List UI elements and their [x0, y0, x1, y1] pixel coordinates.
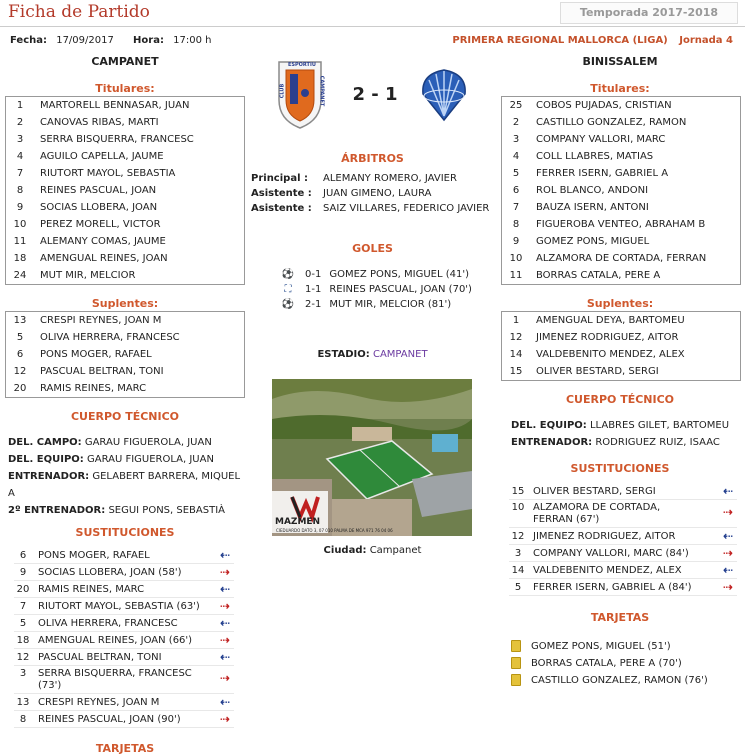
- sub-number: 5: [19, 618, 27, 629]
- sub-number: 6: [19, 550, 27, 561]
- arrow-in-icon: ⇠: [219, 582, 230, 596]
- player-number: 10: [13, 219, 27, 230]
- player-name[interactable]: FERRER ISERN, GABRIEL A: [536, 168, 669, 179]
- sub-player[interactable]: RIUTORT MAYOL, SEBASTIA (63'): [38, 601, 200, 612]
- staff-row: [8, 468, 244, 502]
- player-number: 12: [509, 332, 523, 343]
- sub-number: 8: [19, 714, 27, 725]
- substitution-row[interactable]: [503, 528, 737, 545]
- player-number: 11: [13, 236, 27, 247]
- sub-player[interactable]: PASCUAL BELTRAN, TONI: [38, 652, 162, 663]
- player-name[interactable]: BAUZA ISERN, ANTONI: [536, 202, 649, 213]
- photo-brand: MAZMEN: [275, 517, 321, 527]
- player-row[interactable]: [502, 329, 740, 346]
- player-number: 12: [13, 366, 27, 377]
- player-row[interactable]: [502, 346, 740, 363]
- player-number: 4: [512, 151, 520, 162]
- home-suplentes-heading: Suplentes:: [91, 297, 159, 310]
- player-row[interactable]: [502, 363, 740, 380]
- arrow-in-icon: ⇠: [722, 529, 733, 543]
- goal-score: 1-1: [305, 284, 322, 295]
- staff-name: GARAU FIGUEROLA, JUAN: [84, 437, 212, 448]
- player-name[interactable]: ROL BLANCO, ANDONI: [536, 185, 649, 196]
- home-team-badge[interactable]: [276, 60, 324, 130]
- sub-player[interactable]: ALZAMORA DE CORTADA, FERRAN (67'): [533, 502, 661, 525]
- home-subs-heading: SUSTITUCIONES: [75, 526, 175, 539]
- arrow-out-icon: ⇢: [219, 599, 230, 613]
- sub-player[interactable]: SOCIAS LLOBERA, JOAN (58'): [38, 567, 182, 578]
- city-label: Ciudad:: [323, 545, 367, 556]
- player-name[interactable]: BORRAS CATALA, PERE A: [536, 270, 661, 281]
- player-row[interactable]: [502, 267, 740, 284]
- card-row: [511, 655, 737, 672]
- player-name[interactable]: CANOVAS RIBAS, MARTI: [40, 117, 159, 128]
- goal-row: [281, 267, 495, 282]
- arrow-in-icon: ⇠: [219, 548, 230, 562]
- stadium-link[interactable]: CAMPANET: [372, 349, 428, 360]
- home-suplentes-list: [5, 311, 245, 398]
- player-number: 14: [509, 349, 523, 360]
- arrow-in-icon: ⇠: [722, 484, 733, 498]
- ball-icon: ⚽: [281, 269, 295, 280]
- substitution-row[interactable]: [503, 562, 737, 579]
- player-name[interactable]: OLIVER BESTARD, SERGI: [536, 366, 659, 377]
- referee-row: [251, 186, 497, 201]
- player-number: 24: [13, 270, 27, 281]
- away-staff-list: [511, 417, 741, 451]
- stadium-aerial-image: [272, 379, 472, 536]
- player-number: 7: [512, 202, 520, 213]
- goals-heading: GOLES: [352, 242, 393, 255]
- player-name[interactable]: VALDEBENITO MENDEZ, ALEX: [536, 349, 685, 360]
- city-value: Campanet: [369, 545, 422, 556]
- sub-player[interactable]: REINES PASCUAL, JOAN (90'): [38, 714, 181, 725]
- arrow-in-icon: ⇠: [722, 563, 733, 577]
- staff-row: [8, 434, 244, 451]
- time-label: Hora:: [133, 35, 164, 46]
- home-team-name: CAMPANET: [91, 55, 159, 68]
- stadium-label: ESTADIO:: [317, 349, 370, 360]
- player-name[interactable]: SOCIAS LLOBERA, JOAN: [40, 202, 158, 213]
- staff-row: [8, 451, 244, 468]
- staff-row: [8, 502, 244, 519]
- substitution-row[interactable]: [8, 632, 234, 649]
- player-name[interactable]: PONS MOGER, RAFAEL: [40, 349, 152, 360]
- substitution-row[interactable]: [8, 711, 234, 728]
- home-titulares-heading: Titulares:: [95, 82, 155, 95]
- staff-role: ENTRENADOR:: [8, 471, 90, 482]
- goal-row: [281, 282, 495, 297]
- referees-heading: ÁRBITROS: [341, 152, 404, 165]
- card-player[interactable]: BORRAS CATALA, PERE A (70'): [531, 658, 682, 669]
- player-number: 6: [512, 185, 520, 196]
- home-titulares-list: [5, 96, 245, 285]
- player-row[interactable]: [502, 148, 740, 165]
- arrow-out-icon: ⇢: [722, 505, 733, 519]
- stadium-info: [250, 349, 495, 360]
- player-number: 8: [512, 219, 520, 230]
- competition-link[interactable]: PRIMERA REGIONAL MALLORCA (LIGA): [452, 35, 668, 46]
- sub-number: 9: [19, 567, 27, 578]
- referee-role: Principal :: [251, 173, 308, 184]
- player-row[interactable]: [6, 216, 244, 233]
- player-row[interactable]: [6, 114, 244, 131]
- staff-role: DEL. CAMPO:: [8, 437, 82, 448]
- player-name[interactable]: AMENGUAL REINES, JOAN: [40, 253, 168, 264]
- away-suplentes-list: [501, 311, 741, 381]
- player-row[interactable]: [502, 165, 740, 182]
- sub-player[interactable]: PONS MOGER, RAFAEL: [38, 550, 150, 561]
- player-number: 13: [13, 315, 27, 326]
- player-number: 9: [512, 236, 520, 247]
- player-name[interactable]: RAMIS REINES, MARC: [40, 383, 147, 394]
- player-number: 9: [16, 202, 24, 213]
- player-row[interactable]: [6, 312, 244, 329]
- player-number: 2: [512, 117, 520, 128]
- photo-caption: CIEDUARDO DATO 3, 07 010 PALMA DE MCA 971 76 04 06: [276, 528, 393, 533]
- home-badge-right: CAMPANET: [318, 75, 325, 107]
- sub-player[interactable]: JIMENEZ RODRIGUEZ, AITOR: [533, 531, 676, 542]
- player-row[interactable]: [502, 250, 740, 267]
- away-cards-list: [511, 638, 737, 689]
- staff-role: DEL. EQUIPO:: [8, 454, 84, 465]
- player-number: 18: [13, 253, 27, 264]
- player-name[interactable]: RIUTORT MAYOL, SEBASTIA: [40, 168, 176, 179]
- player-number: 25: [509, 100, 523, 111]
- player-name[interactable]: PASCUAL BELTRAN, TONI: [40, 366, 164, 377]
- card-row: [511, 672, 737, 689]
- player-row[interactable]: [6, 199, 244, 216]
- penalty-goal-icon: ⛶: [284, 284, 292, 295]
- player-name[interactable]: ALEMANY COMAS, JAUME: [40, 236, 166, 247]
- player-name[interactable]: MUT MIR, MELCIOR: [40, 270, 136, 281]
- sub-player[interactable]: OLIVER BESTARD, SERGI: [533, 486, 656, 497]
- player-name[interactable]: COLL LLABRES, MATIAS: [536, 151, 654, 162]
- player-row[interactable]: [6, 329, 244, 346]
- final-score: 2 - 1: [352, 84, 398, 105]
- sub-number: 15: [511, 486, 525, 497]
- player-number: 3: [512, 134, 520, 145]
- page-title: Ficha de Partido: [8, 2, 150, 22]
- player-number: 20: [13, 383, 27, 394]
- staff-name: GELABERT BARRERA, MIQUEL A: [8, 471, 241, 499]
- substitution-row[interactable]: [8, 598, 234, 615]
- player-number: 15: [509, 366, 523, 377]
- stadium-photo[interactable]: [272, 379, 472, 536]
- match-date: [10, 35, 211, 46]
- away-subs-heading: SUSTITUCIONES: [570, 462, 670, 475]
- away-team-badge[interactable]: [417, 66, 471, 124]
- staff-row: [511, 417, 741, 434]
- goal-scorer[interactable]: REINES PASCUAL, JOAN (70'): [329, 284, 472, 295]
- player-number: 5: [512, 168, 520, 179]
- player-name[interactable]: ALZAMORA DE CORTADA, FERRAN: [536, 253, 707, 264]
- referees-list: [251, 171, 497, 216]
- player-name[interactable]: REINES PASCUAL, JOAN: [40, 185, 157, 196]
- arrow-in-icon: ⇠: [219, 650, 230, 664]
- arrow-in-icon: ⇠: [219, 695, 230, 709]
- player-name[interactable]: MARTORELL BENNASAR, JUAN: [40, 100, 190, 111]
- away-cards-heading: TARJETAS: [590, 611, 650, 624]
- player-row[interactable]: [502, 131, 740, 148]
- row-divider: [14, 727, 234, 728]
- player-row[interactable]: [502, 216, 740, 233]
- player-name[interactable]: CRESPI REYNES, JOAN M: [40, 315, 162, 326]
- card-row: [511, 638, 737, 655]
- card-player[interactable]: GOMEZ PONS, MIGUEL (51'): [531, 641, 671, 652]
- substitution-row[interactable]: [8, 649, 234, 666]
- goal-score: 2-1: [305, 299, 322, 310]
- goals-list: [281, 267, 495, 312]
- sub-player[interactable]: OLIVA HERRERA, FRANCESC: [38, 618, 178, 629]
- player-row[interactable]: [6, 380, 244, 397]
- player-name[interactable]: SERRA BISQUERRA, FRANCESC: [40, 134, 194, 145]
- header-divider: [0, 26, 745, 27]
- player-number: 1: [512, 315, 520, 326]
- sub-player[interactable]: SERRA BISQUERRA, FRANCESC (73'): [38, 668, 192, 691]
- sub-player[interactable]: CRESPI REYNES, JOAN M: [38, 697, 160, 708]
- sub-player[interactable]: VALDEBENITO MENDEZ, ALEX: [533, 565, 682, 576]
- away-subs-list: [503, 483, 737, 596]
- substitution-row[interactable]: [503, 545, 737, 562]
- sub-number: 5: [514, 582, 522, 593]
- referee-name: SAIZ VILLARES, FEDERICO JAVIER: [323, 203, 490, 214]
- player-row[interactable]: [6, 267, 244, 284]
- player-name[interactable]: OLIVA HERRERA, FRANCESC: [40, 332, 180, 343]
- substitution-row[interactable]: [8, 564, 234, 581]
- staff-role: DEL. EQUIPO:: [511, 420, 587, 431]
- substitution-row[interactable]: [503, 500, 737, 528]
- player-name[interactable]: AMENGUAL DEYA, BARTOMEU: [536, 315, 685, 326]
- yellow-card-icon: [511, 674, 521, 686]
- player-name[interactable]: GOMEZ PONS, MIGUEL: [536, 236, 650, 247]
- player-number: 5: [16, 332, 24, 343]
- home-subs-list: [8, 547, 234, 728]
- goal-scorer[interactable]: GOMEZ PONS, MIGUEL (41'): [329, 269, 470, 280]
- substitution-row[interactable]: [8, 581, 234, 598]
- staff-role: ENTRENADOR:: [511, 437, 593, 448]
- referee-role: Asistente :: [251, 203, 312, 214]
- sub-number: 12: [16, 652, 30, 663]
- player-row[interactable]: [6, 131, 244, 148]
- jornada-link[interactable]: Jornada 4: [679, 35, 733, 46]
- home-staff-list: [8, 434, 244, 519]
- time-value: 17:00 h: [173, 35, 212, 46]
- sub-number: 12: [511, 531, 525, 542]
- away-badge-shell-icon: [417, 66, 471, 124]
- player-name[interactable]: CASTILLO GONZALEZ, RAMON: [536, 117, 687, 128]
- player-number: 1: [16, 100, 24, 111]
- player-row[interactable]: [502, 114, 740, 131]
- staff-row: [511, 434, 741, 451]
- sub-number: 10: [511, 502, 525, 513]
- staff-name: SEGUI PONS, SEBASTIÀ: [108, 505, 225, 516]
- player-number: 3: [16, 134, 24, 145]
- staff-name: GARAU FIGUEROLA, JUAN: [86, 454, 214, 465]
- player-name[interactable]: FIGUEROBA VENTEO, ABRAHAM B: [536, 219, 706, 230]
- referee-name: JUAN GIMENO, LAURA: [323, 188, 432, 199]
- substitution-row[interactable]: [503, 579, 737, 596]
- player-row[interactable]: [6, 346, 244, 363]
- referee-row: [251, 171, 497, 186]
- arrow-out-icon: ⇢: [722, 580, 733, 594]
- referee-row: [251, 201, 497, 216]
- sub-player[interactable]: COMPANY VALLORI, MARC (84'): [533, 548, 689, 559]
- staff-name: LLABRES GILET, BARTOMEU: [589, 420, 730, 431]
- arrow-out-icon: ⇢: [722, 546, 733, 560]
- player-row[interactable]: [6, 148, 244, 165]
- player-number: 11: [509, 270, 523, 281]
- player-name[interactable]: PEREZ MORELL, VICTOR: [40, 219, 161, 230]
- player-name[interactable]: COMPANY VALLORI, MARC: [536, 134, 666, 145]
- staff-name: RODRIGUEZ RUIZ, ISAAC: [595, 437, 720, 448]
- player-row[interactable]: [6, 233, 244, 250]
- sub-number: 7: [19, 601, 27, 612]
- player-number: 6: [16, 349, 24, 360]
- date-label: Fecha:: [10, 35, 48, 46]
- substitution-row[interactable]: [503, 483, 737, 500]
- player-row[interactable]: [502, 182, 740, 199]
- sub-player[interactable]: FERRER ISERN, GABRIEL A (84'): [533, 582, 692, 593]
- sub-number: 13: [16, 697, 30, 708]
- away-titulares-heading: Titulares:: [590, 82, 650, 95]
- row-divider: [509, 595, 737, 596]
- player-number: 2: [16, 117, 24, 128]
- away-titulares-list: [501, 96, 741, 285]
- sub-player[interactable]: RAMIS REINES, MARC: [38, 584, 145, 595]
- sub-number: 3: [19, 668, 27, 679]
- substitution-row[interactable]: [8, 615, 234, 632]
- goal-scorer[interactable]: MUT MIR, MELCIOR (81'): [329, 299, 452, 310]
- yellow-card-icon: [511, 657, 521, 669]
- sub-player[interactable]: AMENGUAL REINES, JOAN (66'): [38, 635, 193, 646]
- player-name[interactable]: COBOS PUJADAS, CRISTIAN: [536, 100, 672, 111]
- arrow-out-icon: ⇢: [219, 565, 230, 579]
- arrow-out-icon: ⇢: [219, 671, 230, 685]
- player-row[interactable]: [502, 199, 740, 216]
- substitution-row[interactable]: [8, 666, 234, 694]
- away-team-name: BINISSALEM: [582, 55, 658, 68]
- player-number: 4: [16, 151, 24, 162]
- sub-number: 20: [16, 584, 30, 595]
- player-row[interactable]: [6, 250, 244, 267]
- substitution-row[interactable]: [8, 694, 234, 711]
- card-player[interactable]: CASTILLO GONZALEZ, RAMON (76'): [531, 675, 708, 686]
- player-row[interactable]: [6, 182, 244, 199]
- home-badge-left: CLUB: [279, 83, 286, 99]
- competition: [452, 35, 733, 46]
- referee-role: Asistente :: [251, 188, 312, 199]
- player-row[interactable]: [502, 312, 740, 329]
- player-row[interactable]: [6, 97, 244, 114]
- sub-number: 3: [514, 548, 522, 559]
- home-cards-heading: TARJETAS: [95, 742, 155, 755]
- player-row[interactable]: [6, 363, 244, 380]
- away-staff-heading: CUERPO TÉCNICO: [565, 393, 675, 406]
- player-number: 10: [509, 253, 523, 264]
- away-suplentes-heading: Suplentes:: [586, 297, 654, 310]
- player-number: 8: [16, 185, 24, 196]
- ball-icon: ⚽: [281, 299, 295, 310]
- sub-number: 14: [511, 565, 525, 576]
- sub-number: 18: [16, 635, 30, 646]
- player-row[interactable]: [502, 97, 740, 114]
- arrow-out-icon: ⇢: [219, 633, 230, 647]
- substitution-row[interactable]: [8, 547, 234, 564]
- yellow-card-icon: [511, 640, 521, 652]
- arrow-in-icon: ⇠: [219, 616, 230, 630]
- player-name[interactable]: AGUILO CAPELLA, JAUME: [40, 151, 164, 162]
- player-number: 7: [16, 168, 24, 179]
- arrow-out-icon: ⇢: [219, 712, 230, 726]
- referee-name: ALEMANY ROMERO, JAVIER: [323, 173, 457, 184]
- home-staff-heading: CUERPO TÉCNICO: [70, 410, 180, 423]
- date-value: 17/09/2017: [56, 35, 114, 46]
- goal-score: 0-1: [305, 269, 322, 280]
- player-row[interactable]: [502, 233, 740, 250]
- home-badge-top: ESPORTIU: [288, 62, 316, 68]
- goal-row: [281, 297, 495, 312]
- player-name[interactable]: JIMENEZ RODRIGUEZ, AITOR: [536, 332, 679, 343]
- season-selector[interactable]: Temporada 2017-2018: [560, 2, 738, 24]
- city-info: [250, 545, 495, 556]
- staff-role: 2º ENTRENADOR:: [8, 505, 106, 516]
- player-row[interactable]: [6, 165, 244, 182]
